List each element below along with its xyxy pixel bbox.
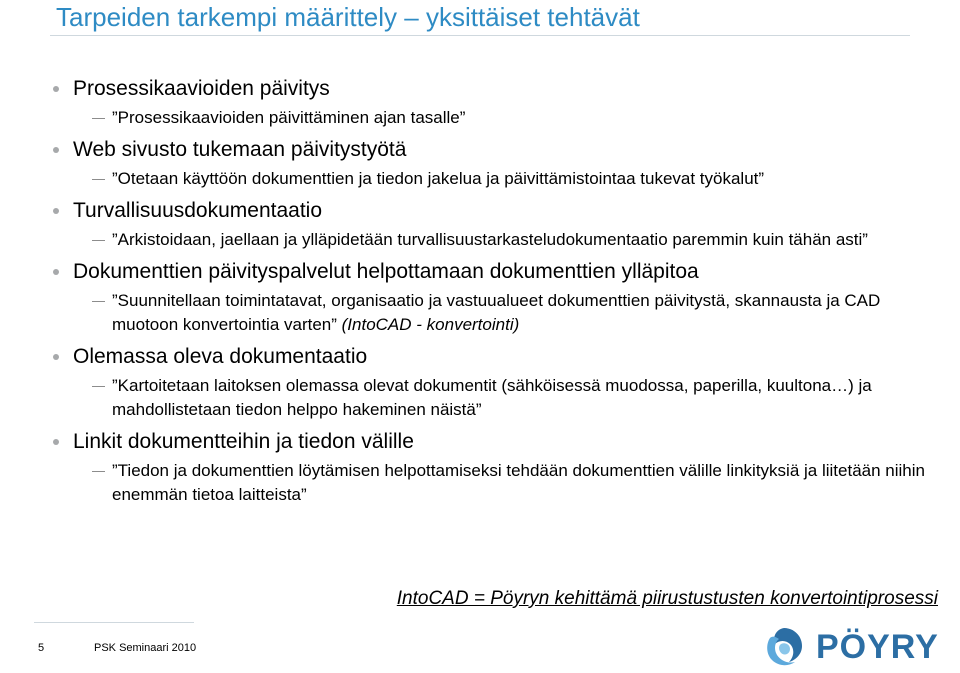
sub-text: ”Suunnitellaan toimintatavat, organisaatio ja vastuualueet dokumenttien päivitystä, skannausta ja CAD muotoon konvertointia varten” — [112, 291, 881, 334]
sub-item — [50, 289, 930, 337]
intocad-note: IntoCAD = Pöyryn kehittämä piirustustusten konvertointiprosessi — [396, 588, 938, 609]
poyry-swirl-icon — [760, 624, 808, 670]
bullet-dot-icon — [53, 269, 59, 275]
dash-icon — [92, 118, 105, 119]
sub-text: ”Kartoitetaan laitoksen olemassa olevat dokumentit (sähköisessä muodossa, paperilla, kuultona…) ja mahdollistetaan tiedon helppo hakeminen näistä” — [112, 376, 872, 419]
bullet-text: Linkit dokumentteihin ja tiedon välille — [73, 430, 414, 453]
bullet-dot-icon — [53, 439, 59, 445]
dash-icon — [92, 179, 105, 180]
poyry-logo — [760, 624, 950, 670]
sub-text: ”Prosessikaavioiden päivittäminen ajan tasalle” — [112, 108, 466, 127]
bullet-text: Turvallisuusdokumentaatio — [73, 199, 323, 222]
sub-item — [50, 374, 930, 422]
logo-text: PÖYRY — [816, 628, 939, 666]
dash-icon — [92, 471, 105, 472]
sub-item — [50, 106, 930, 130]
sub-text: ”Tiedon ja dokumenttien löytämisen helpottamiseksi tehdään dokumenttien välille linkityksiä ja liitetään niihin enemmän tietoa laitteista” — [112, 461, 925, 504]
bullet-item — [50, 344, 930, 370]
bullet-dot-icon — [53, 147, 59, 153]
dash-icon — [92, 301, 105, 302]
bullet-list — [50, 76, 930, 514]
bullet-item — [50, 137, 930, 163]
page-number: 5 — [38, 642, 45, 654]
sub-item — [50, 228, 930, 252]
bullet-item — [50, 198, 930, 224]
bullet-dot-icon — [53, 208, 59, 214]
dash-icon — [92, 386, 105, 387]
sub-item — [50, 459, 930, 507]
bullet-dot-icon — [53, 354, 59, 360]
bullet-text: Prosessikaavioiden päivitys — [73, 77, 330, 100]
sub-item — [50, 167, 930, 191]
bullet-text: Olemassa oleva dokumentaatio — [73, 345, 368, 368]
sub-text: ”Arkistoidaan, jaellaan ja ylläpidetään turvallisuustarkasteludokumentaatio paremmin kuin tähän asti” — [112, 230, 868, 249]
bullet-item — [50, 76, 930, 102]
bullet-item — [50, 429, 930, 455]
sub-text-italic: (IntoCAD - konvertointi) — [341, 315, 520, 334]
dash-icon — [92, 240, 105, 241]
footer-event: PSK Seminaari 2010 — [94, 642, 197, 654]
bullet-text: Dokumenttien päivityspalvelut helpottamaan dokumenttien ylläpitoa — [73, 260, 699, 283]
bullet-item — [50, 259, 930, 285]
sub-text: ”Otetaan käyttöön dokumenttien ja tiedon jakelua ja päivittämistointaa tukevat työkalut” — [112, 169, 765, 188]
title-divider — [50, 35, 910, 36]
bullet-dot-icon — [53, 86, 59, 92]
slide-title: Tarpeiden tarkempi määrittely – yksittäiset tehtävät — [56, 2, 640, 32]
bullet-text: Web sivusto tukemaan päivitystyötä — [73, 138, 407, 161]
footer-divider — [34, 622, 194, 623]
